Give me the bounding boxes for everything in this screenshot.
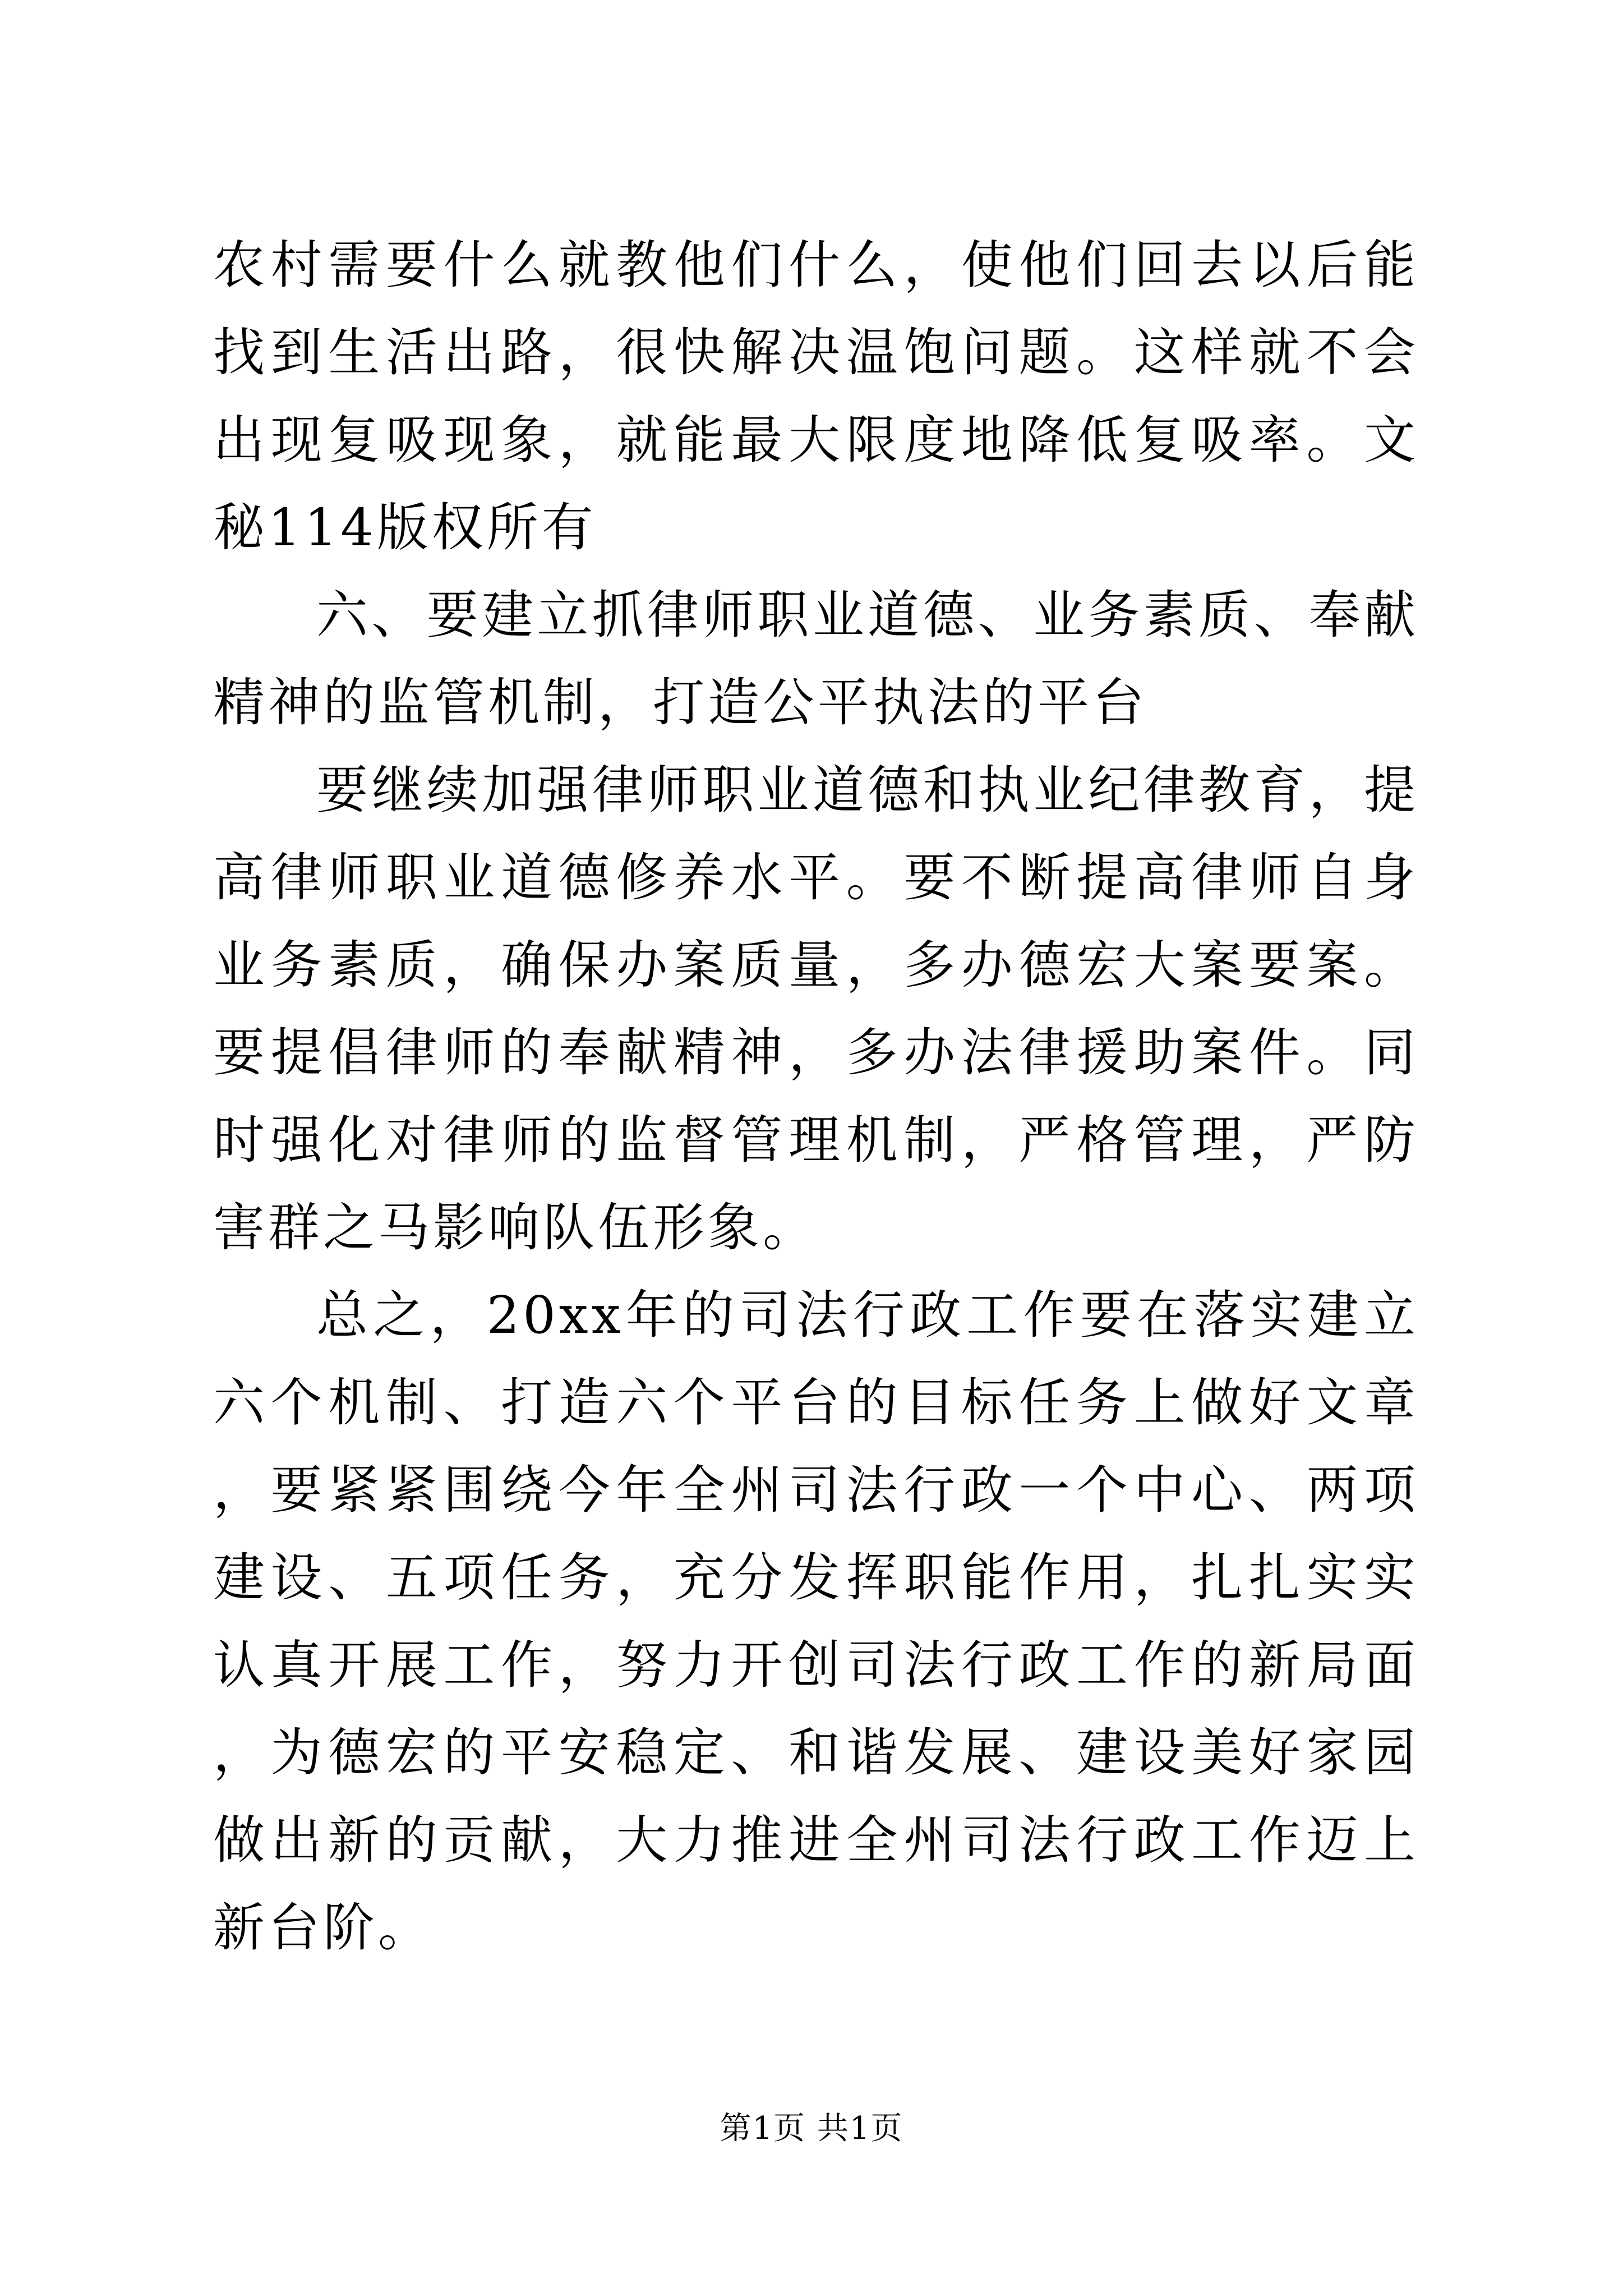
paragraph-lawyer-ethics: 要继续加强律师职业道德和执业纪律教育，提高律师职业道德修养水平。要不断提高律师自身业务素质，确保办案质量，多办德宏大案要案。要提倡律师的奉献精神，多办法律援助案件。同时强化对律师的监督管理机制，严格管理，严防害群之马影响队伍形象。 (213, 760, 1419, 1258)
paragraph-conclusion: 总之，20xx年的司法行政工作要在落实建立六个机制、打造六个平台的目标任务上做好文章，要紧紧围绕今年全州司法行政一个中心、两项建设、五项任务，充分发挥职能作用，扎扎实实认真开展工作，努力开创司法行政工作的新局面，为德宏的平安稳定、和谐发展、建设美好家园做出新的贡献，大力推进全州司法行政工作迈上新台阶。 (213, 1285, 1419, 1958)
document-body (213, 222, 1419, 1972)
section-heading-six: 六、要建立抓律师职业道德、业务素质、奉献精神的监管机制，打造公平执法的平台 (213, 585, 1419, 733)
page-number: 第1页 共1页 (720, 2110, 903, 2147)
paragraph-continuation: 农村需要什么就教他们什么，使他们回去以后能找到生活出路，很快解决温饱问题。这样就不会出现复吸现象，就能最大限度地降低复吸率。文秘114版权所有 (213, 235, 1419, 558)
